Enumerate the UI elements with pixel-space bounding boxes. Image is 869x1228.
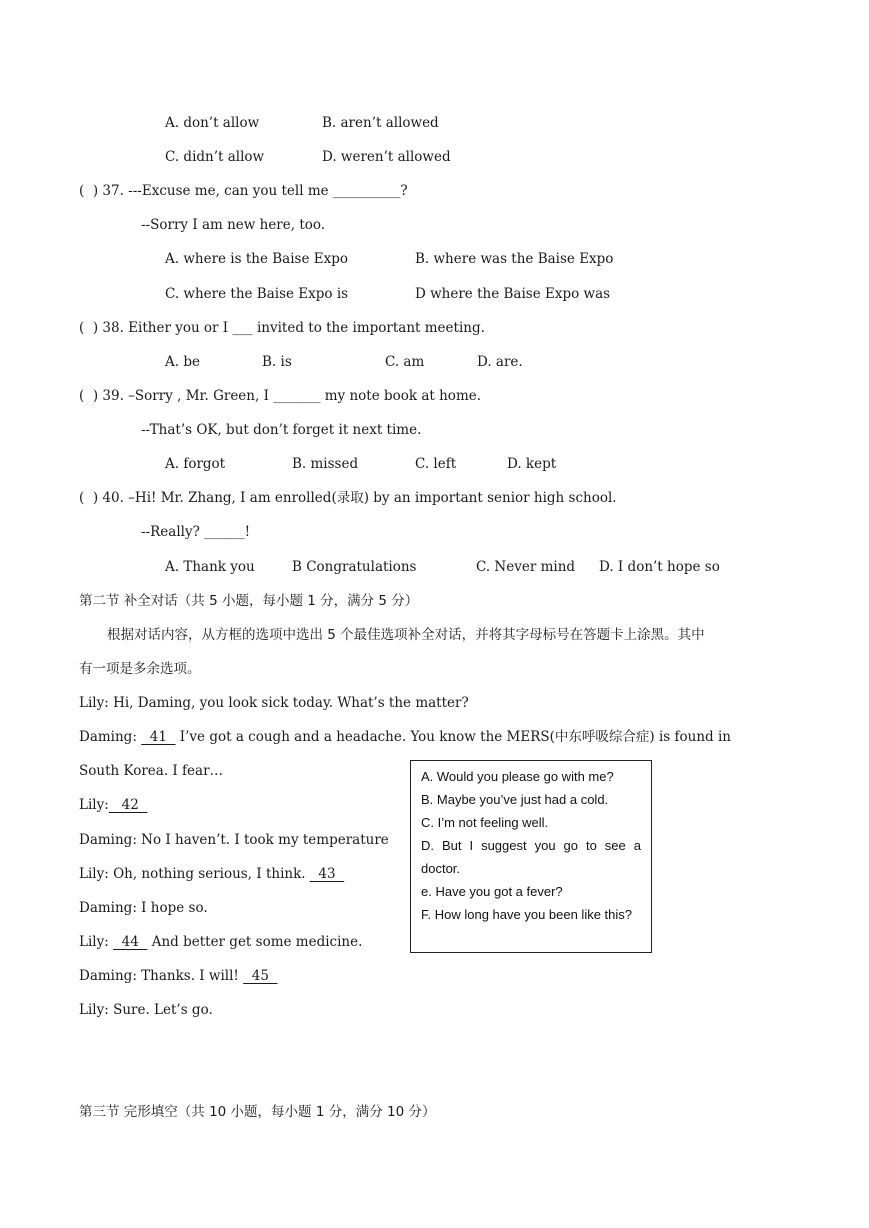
q40-option-b: B Congratulations xyxy=(292,559,417,575)
dialogue-text: I’ve got a cough and a headache. You know the MERS(中东呼吸综合症) is found in xyxy=(175,729,731,745)
dialogue-line-4 xyxy=(79,796,147,814)
options-box xyxy=(410,760,652,953)
q40-reply: --Really? ______! xyxy=(141,524,251,540)
dialogue-line-7: Daming: I hope so. xyxy=(79,900,208,916)
q39-option-b: B. missed xyxy=(292,456,359,472)
option-b: B. Maybe you’ve just had a cold. xyxy=(421,792,609,807)
q40-option-c: C. Never mind xyxy=(476,559,576,575)
q38-option-c: C. am xyxy=(385,354,425,370)
q37-option-b: B. where was the Baise Expo xyxy=(415,251,614,267)
q40-option-d: D. I don’t hope so xyxy=(599,559,720,575)
blank-41: 41 xyxy=(141,729,176,745)
q40-stem: ( ) 40. –Hi! Mr. Zhang, I am enrolled(录取) by an important senior high school. xyxy=(79,490,617,506)
option-e: e. Have you got a fever? xyxy=(421,884,563,899)
q36-option-d: D. weren’t allowed xyxy=(322,149,451,165)
q40-option-a: A. Thank you xyxy=(165,559,255,575)
blank-44: 44 xyxy=(113,934,148,950)
blank-42: 42 xyxy=(108,797,148,813)
blank-45: 45 xyxy=(243,968,278,984)
q38-option-b: B. is xyxy=(262,354,292,370)
dialogue-text: Lily: Oh, nothing serious, I think. xyxy=(79,866,310,882)
dialogue-line-8 xyxy=(79,933,362,951)
option-c: C. I’m not feeling well. xyxy=(421,815,549,830)
q36-option-b: B. aren’t allowed xyxy=(322,115,439,131)
q36-option-c: C. didn’t allow xyxy=(165,149,265,165)
q39-stem: ( ) 39. –Sorry , Mr. Green, I _______ my note book at home. xyxy=(79,388,482,404)
dialogue-text: And better get some medicine. xyxy=(147,934,363,950)
q39-option-d: D. kept xyxy=(507,456,557,472)
q39-option-a: A. forgot xyxy=(165,456,226,472)
q37-stem: ( ) 37. ---Excuse me, can you tell me __________? xyxy=(79,183,408,199)
dialogue-line-6 xyxy=(79,865,344,883)
q39-option-c: C. left xyxy=(415,456,457,472)
section2-heading: 第二节 补全对话（共 5 小题，每小题 1 分，满分 5 分） xyxy=(79,593,419,609)
option-a: A. Would you please go with me? xyxy=(421,769,614,784)
dialogue-line-9 xyxy=(79,967,278,985)
dialogue-text: Daming: Thanks. I will! xyxy=(79,968,244,984)
dialogue-line-10: Lily: Sure. Let’s go. xyxy=(79,1002,213,1018)
dialogue-line-1: Lily: Hi, Daming, you look sick today. What’s the matter? xyxy=(79,695,469,711)
speaker-label: Daming: xyxy=(79,729,142,745)
speaker-label: Lily: xyxy=(79,934,114,950)
q38-option-a: A. be xyxy=(165,354,200,370)
dialogue-line-5: Daming: No I haven’t. I took my temperature xyxy=(79,832,389,848)
q37-option-a: A. where is the Baise Expo xyxy=(165,251,348,267)
q36-option-a: A. don’t allow xyxy=(165,115,260,131)
section2-instruction-line1: 根据对话内容，从方框的选项中选出 5 个最佳选项补全对话，并将其字母标号在答题卡上涂黑。其中 xyxy=(107,627,705,643)
q38-stem: ( ) 38. Either you or I ___ invited to the important meeting. xyxy=(79,320,485,336)
q37-option-d: D where the Baise Expo was xyxy=(415,286,611,302)
dialogue-line-3: South Korea. I fear… xyxy=(79,763,224,779)
blank-43: 43 xyxy=(309,866,345,882)
q37-reply: --Sorry I am new here, too. xyxy=(141,217,326,233)
option-d: D. But I suggest you go to see a doctor. xyxy=(421,838,641,876)
q37-option-c: C. where the Baise Expo is xyxy=(165,286,349,302)
section2-instruction-line2: 有一项是多余选项。 xyxy=(79,661,201,677)
speaker-label: Lily: xyxy=(79,797,109,813)
q38-option-d: D. are. xyxy=(477,354,523,370)
q39-reply: --That’s OK, but don’t forget it next time. xyxy=(141,422,422,438)
dialogue-line-2 xyxy=(79,728,731,746)
option-f: F. How long have you been like this? xyxy=(421,907,633,922)
section3-heading: 第三节 完形填空（共 10 小题，每小题 1 分，满分 10 分） xyxy=(79,1104,436,1120)
